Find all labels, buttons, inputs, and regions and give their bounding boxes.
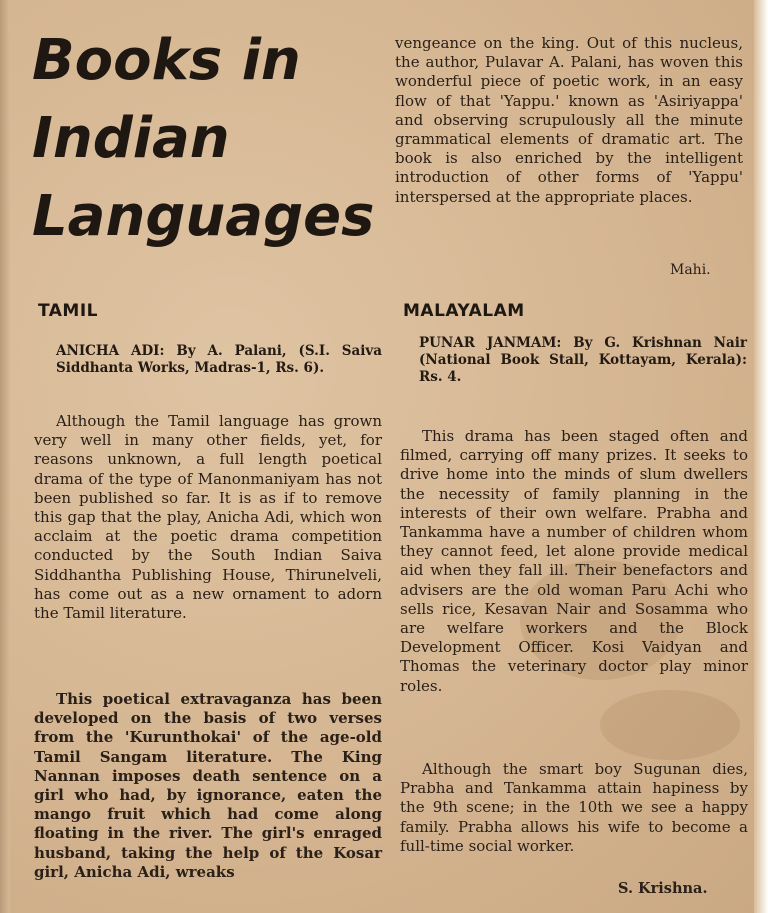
title-line: Books in [32,28,301,93]
tamil-review-paragraph: This poetical extravaganza has been developed on the basis of two verses from the 'Kurunthokai' of the age-old Tamil Sangam literature. The King Nannan imposes death sentence on a girl who had, by ignorance, eaten the mango fruit which had come along floating in the river. The girl's enraged husband, taking the help of the Kosar girl, Anicha Adi, wreaks [34,690,382,881]
paper-fold-shadow [0,0,10,913]
paper-stain [600,690,740,760]
malayalam-review-signature: S. Krishna. [618,880,708,897]
malayalam-review-paragraph: Although the smart boy Sugunan dies, Prabha and Tankamma attain hapiness by the 9th scene; in the 10th we see a happy family. Prabha allows his wife to become a full-time social worker. [400,760,748,855]
title-line: Indian [32,106,230,171]
section-heading-malayalam: MALAYALAM [403,301,525,321]
paper-edge [754,0,768,913]
malayalam-review-paragraph: This drama has been staged often and filmed, carrying off many prizes. It seeks to drive home into the minds of slum dwellers the necessity of family planning in the interests of their own welfare. Prabha and Tankamma have a number of children whom they cannot feed, let alone provide medical aid when they fall ill. Their benefactors and advisers are the old woman Paru Achi who sells rice, Kesavan Nair and Sosamma who are welfare workers and the Block Development Officer. Kosi Vaidyan and Thomas the veterinary doctor play minor roles. [400,427,748,695]
tamil-review-continuation: vengeance on the king. Out of this nucleus, the author, Pulavar A. Palani, has woven this wonderful piece of poetic work, in an easy flow of that 'Yappu.' known as 'Asiriyappa' and observing scrupulously all the minute grammatical elements of dramatic art. The book is also enriched by the intelligent introduction of other forms of 'Yappu' interspersed at the appropriate places. [395,34,743,206]
section-heading-tamil: TAMIL [38,301,99,321]
malayalam-book-citation: PUNAR JANMAM: By G. Krishnan Nair (National Book Stall, Kottayam, Kerala): Rs. 4. [419,335,747,385]
tamil-book-citation: ANICHA ADI: By A. Palani, (S.I. Saiva Siddhanta Works, Madras-1, Rs. 6). [56,343,382,376]
title-line: Languages [32,184,375,249]
article-title [32,22,377,256]
tamil-review-signature: Mahi. [670,262,711,278]
tamil-review-paragraph: Although the Tamil language has grown very well in many other fields, yet, for reasons unknown, a full length poetical drama of the type of Manonmaniyam has not been published so far. It is as if to remove this gap that the play, Anicha Adi, which won acclaim at the poetic drama competition conducted by the South Indian Saiva Siddhantha Publishing House, Thirunelveli, has come out as a new ornament to adorn the Tamil literature. [34,412,382,623]
